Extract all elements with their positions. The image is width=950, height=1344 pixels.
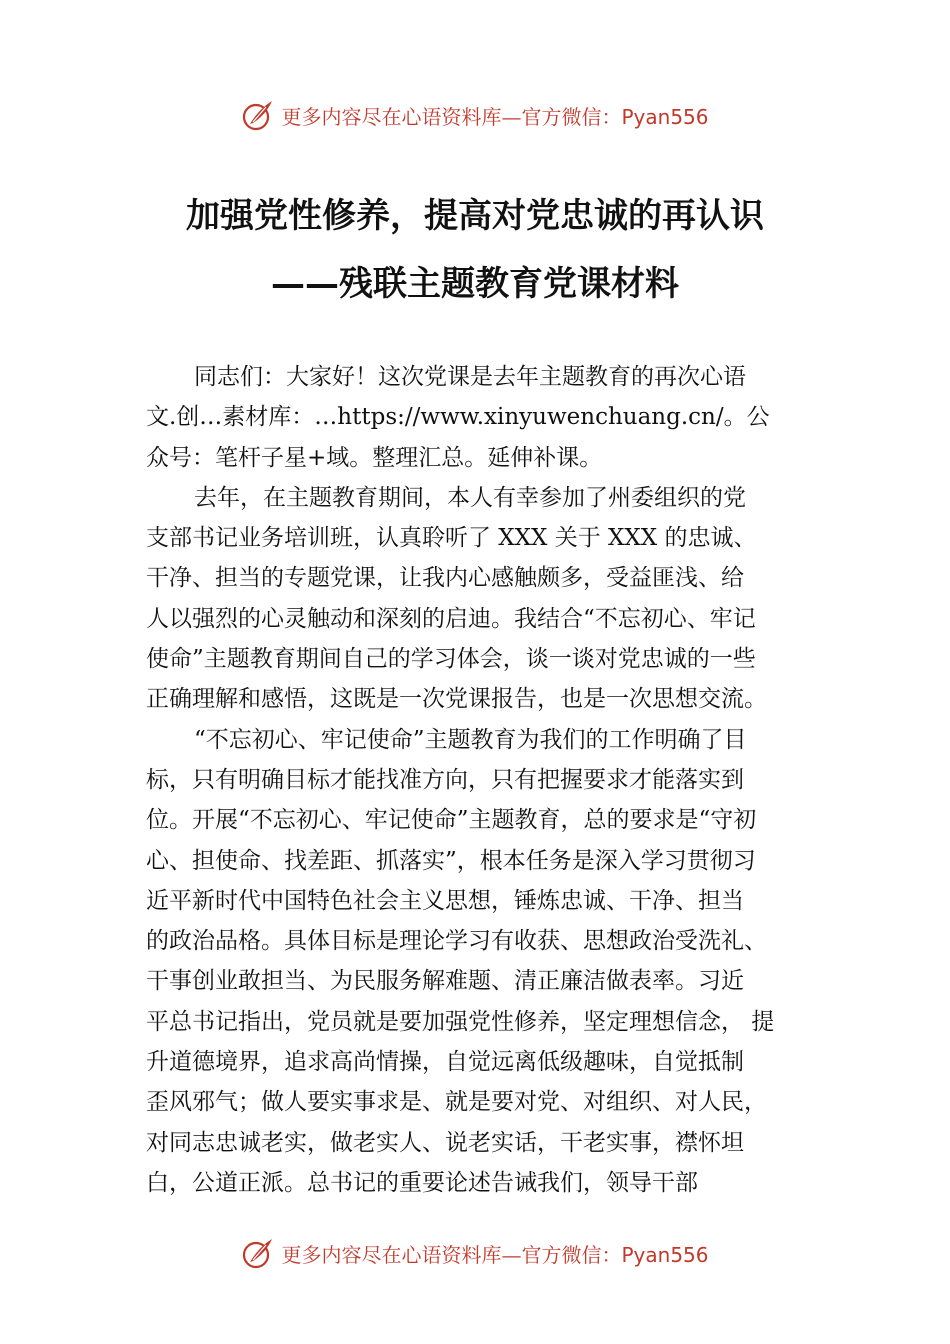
body-line: 支部书记业务培训班，认真聆听了 XXX 关于 XXX 的忠诚、 — [146, 525, 757, 552]
body-line: 去年，在主题教育期间，本人有幸参加了州委组织的党 — [194, 484, 746, 511]
wechat-id: Pyan556 — [621, 104, 709, 129]
body-line: 众号：笔杆子星+域。整理汇总。延伸补课。 — [146, 444, 603, 471]
body-line: 歪风邪气；做人要实事求是、就是要对党、对组织、对人民， — [146, 1089, 767, 1116]
body-line: 干净、担当的专题党课，让我内心感触颇多，受益匪浅、给 — [146, 565, 744, 592]
body-line: 人以强烈的心灵触动和深刻的启迪。我结合“不忘初心、牢记 — [146, 605, 756, 632]
feather-logo-icon — [241, 1236, 275, 1270]
body-line: 近平新时代中国特色社会主义思想，锤炼忠诚、干净、担当 — [146, 887, 744, 914]
body-line: 文.创…素材库：…https://www.xinyuwenchuang.cn/。公 — [146, 404, 770, 431]
body-line: 干事创业敢担当、为民服务解难题、清正廉洁做表率。习近 — [146, 968, 744, 995]
body-line: 同志们：大家好！这次党课是去年主题教育的再次心语 — [194, 364, 746, 390]
body-line: 使命”主题教育期间自己的学习体会，谈一谈对党忠诚的一些 — [146, 646, 756, 673]
body-line: 心、担使命、找差距、抓落实”，根本任务是深入学习贯彻习 — [146, 847, 756, 874]
wechat-id: Pyan556 — [621, 1242, 709, 1267]
body-line: 升道德境界，追求高尚情操，自觉远离低级趣味，自觉抵制 — [146, 1049, 744, 1076]
banner-text: 更多内容尽在心语资料库—官方微信：Pyan556 — [281, 104, 709, 129]
body-line: 位。开展“不忘初心、牢记使命”主题教育，总的要求是“守初 — [146, 807, 757, 834]
document-subtitle: ——残联主题教育党课材料 — [271, 264, 679, 304]
body-line: 白，公道正派。总书记的重要论述告诫我们，领导干部 — [146, 1169, 698, 1196]
body-line: “不忘初心、牢记使命”主题教育为我们的工作明确了目 — [194, 726, 747, 753]
document-title: 加强党性修养，提高对党忠诚的再认识 — [186, 196, 764, 236]
body-line: 平总书记指出，党员就是要加强党性修养，坚定理想信念， 提 — [146, 1008, 775, 1035]
body-line: 标，只有明确目标才能找准方向，只有把握要求才能落实到 — [146, 766, 744, 793]
body-line: 的政治品格。具体目标是理论学习有收获、思想政治受洗礼、 — [146, 928, 767, 955]
banner-text: 更多内容尽在心语资料库—官方微信：Pyan556 — [281, 1242, 709, 1267]
footer-banner — [0, 1233, 950, 1273]
document-body — [146, 357, 818, 1203]
body-line: 正确理解和感悟，这既是一次党课报告，也是一次思想交流。 — [146, 686, 767, 713]
header-banner — [0, 95, 950, 135]
feather-logo-icon — [241, 98, 275, 132]
body-line: 对同志忠诚老实，做老实人、说老实话，干老实事，襟怀坦 — [146, 1129, 744, 1156]
